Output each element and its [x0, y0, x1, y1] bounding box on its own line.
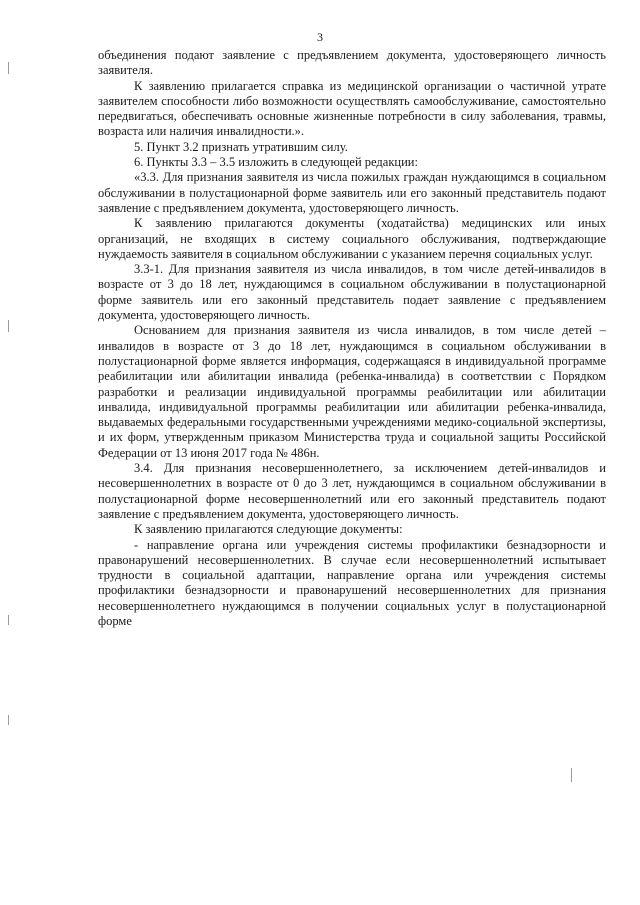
paragraph: 6. Пункты 3.3 – 3.5 изложить в следующей редакции: — [134, 155, 418, 170]
paragraph: Основанием для признания заявителя из числа инвалидов, в том числе детей – инвалидов в возрасте от 3 до 18 лет, нуждающимся в социальном обслуживании в полустационарной форме является информация, содержащаяся в индивидуальной программе реабилитации или абилитации инвалида (ребенка-инвалида) в соответствии с Порядком разработки и реализации индивидуальной программы реабилитации или абилитации инвалида, индивидуальной программы реабилитации или абилитации ребенка-инвалида, выдаваемых федеральными государственными учреждениями медико-социальной экспертизы, и их форм, утвержденным приказом Министерства труда и социальной защиты Российской Федерации от 13 июня 2017 года № 486н. — [98, 323, 606, 460]
scan-margin-mark — [571, 768, 572, 782]
scan-margin-mark — [8, 715, 9, 725]
paragraph: объединения подают заявление с предъявлением документа, удостоверяющего личность заявителя. — [98, 48, 606, 78]
paragraph: 3.3-1. Для признания заявителя из числа инвалидов, в том числе детей-инвалидов в возрасте от 3 до 18 лет, нуждающимся в социальном обслуживании в полустационарной форме заявитель или его законный представитель подает заявление с предъявлением документа, удостоверяющего личность. — [98, 262, 606, 323]
scan-margin-mark — [8, 615, 9, 625]
document-body — [98, 48, 606, 629]
paragraph: К заявлению прилагается справка из медицинской организации о частичной утрате заявителем способности либо возможности осуществлять самообслуживание, самостоятельно передвигаться, обеспечивать основные жизненные потребности в силу заболевания, травмы, возраста или наличия инвалидности.». — [98, 78, 606, 139]
scan-margin-mark — [8, 62, 9, 74]
scan-margin-mark — [8, 320, 9, 332]
paragraph: 5. Пункт 3.2 признать утратившим силу. — [134, 139, 348, 154]
paragraph: К заявлению прилагаются документы (ходатайства) медицинских или иных организаций, не входящих в систему социального обслуживания, подтверждающие нуждаемость заявителя в социальном обслуживании с указанием перечня социальных услуг. — [98, 216, 606, 261]
page-number: 3 — [317, 30, 323, 44]
paragraph: - направление органа или учреждения системы профилактики безнадзорности и правонарушений несовершеннолетних. В случае если несовершеннолетний испытывает трудности в социальной адаптации, направление органа или учреждения системы профилактики безнадзорности и правонарушений несовершеннолетних для признания несовершеннолетнего нуждающимся в получении социальных услуг в полустационарной форме — [98, 537, 606, 628]
paragraph: К заявлению прилагаются следующие документы: — [134, 522, 403, 537]
paragraph: «3.3. Для признания заявителя из числа пожилых граждан нуждающимся в социальном обслуживании в полустационарной форме заявитель или его законный представитель подают заявление с предъявлением документа, удостоверяющего личность. — [98, 170, 606, 215]
paragraph: 3.4. Для признания несовершеннолетнего, за исключением детей-инвалидов и несовершеннолетних в возрасте от 0 до 3 лет, нуждающимся в социальном обслуживании в полустационарной форме несовершеннолетний или его законный представитель подают заявление с предъявлением документа, удостоверяющего личность. — [98, 461, 606, 521]
